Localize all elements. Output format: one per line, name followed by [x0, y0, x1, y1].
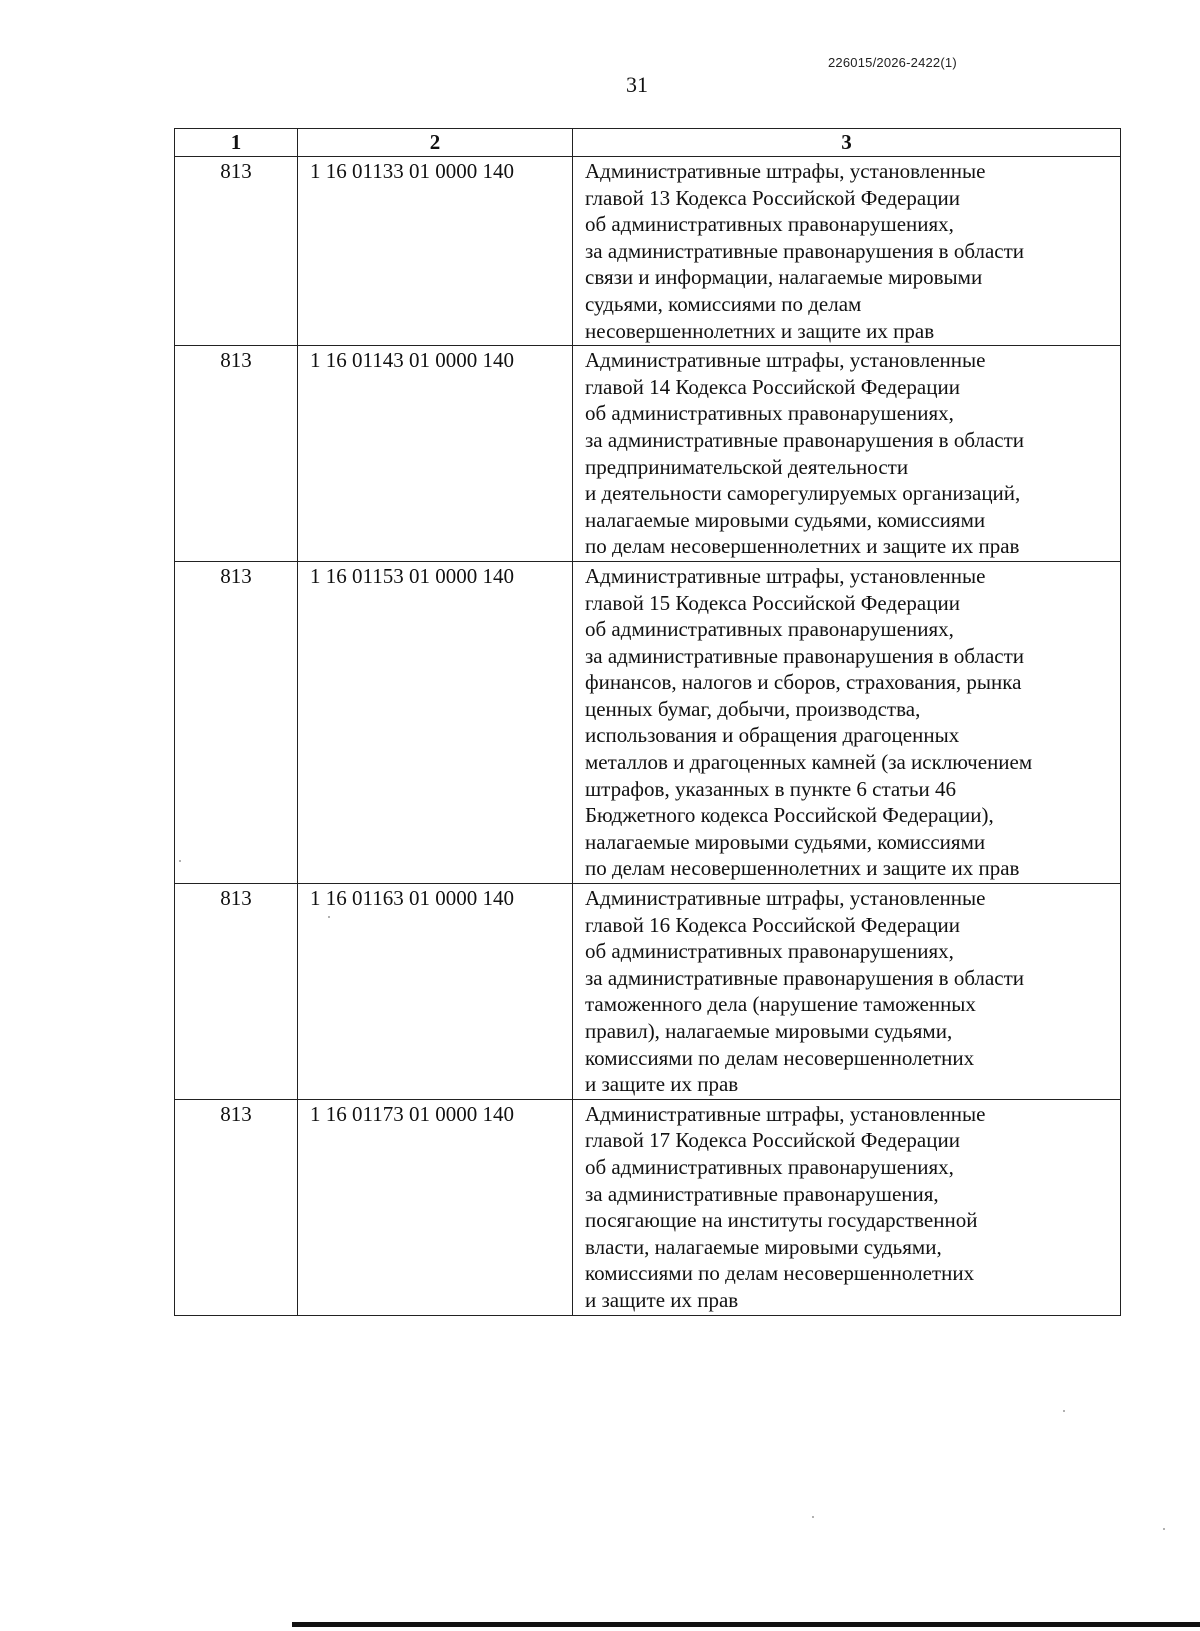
description-line: налагаемые мировыми судьями, комиссиями [585, 829, 986, 854]
column-header-3: 3 [573, 129, 1121, 157]
table-row [175, 561, 1121, 883]
description-line: главой 15 Кодекса Российской Федерации [585, 590, 960, 615]
description-cell [573, 1099, 1121, 1315]
table-row [175, 346, 1121, 562]
budget-code-cell: 1 16 01163 01 0000 140 [298, 884, 573, 1100]
description-line: главой 17 Кодекса Российской Федерации [585, 1128, 960, 1153]
column-header-1: 1 [175, 129, 298, 157]
description-line: Бюджетного кодекса Российской Федерации), [585, 803, 994, 828]
description-cell [573, 884, 1121, 1100]
admin-code-cell: 813 [175, 346, 298, 562]
table-header-row [175, 129, 1121, 157]
budget-code-cell: 1 16 01153 01 0000 140 [298, 561, 573, 883]
description-line: Административные штрафы, установленные [585, 563, 986, 588]
admin-code-cell: 813 [175, 157, 298, 346]
description-line: предпринимательской деятельности [585, 454, 909, 479]
description-line: комиссиями по делам несовершеннолетних [585, 1045, 975, 1070]
description-line: за административные правонарушения в области [585, 965, 1025, 990]
description-cell [573, 561, 1121, 883]
description-line: использования и обращения драгоценных [585, 723, 960, 748]
description-line: за административные правонарушения в области [585, 643, 1025, 668]
description-line: об административных правонарушениях, [585, 1154, 954, 1179]
description-line: и деятельности саморегулируемых организаций, [585, 481, 1021, 506]
description-line: судьями, комиссиями по делам [585, 291, 862, 316]
admin-code-cell: 813 [175, 1099, 298, 1315]
description-line: посягающие на институты государственной [585, 1208, 978, 1233]
description-line: металлов и драгоценных камней (за исключением [585, 750, 1033, 775]
table-row [175, 1099, 1121, 1315]
page-number: 31 [626, 72, 648, 97]
budget-code-cell: 1 16 01143 01 0000 140 [298, 346, 573, 562]
description-line: об административных правонарушениях, [585, 212, 954, 237]
description-line: по делам несовершеннолетних и защите их прав [585, 534, 1020, 559]
description-line: за административные правонарушения, [585, 1181, 939, 1206]
table-body [175, 157, 1121, 1316]
revenue-codes-table [174, 128, 1121, 1316]
admin-code-cell: 813 [175, 561, 298, 883]
table-row [175, 157, 1121, 346]
description-line: и защите их прав [585, 1287, 739, 1312]
description-line: Административные штрафы, установленные [585, 886, 986, 911]
admin-code-cell: 813 [175, 884, 298, 1100]
description-line: главой 14 Кодекса Российской Федерации [585, 374, 960, 399]
description-line: главой 13 Кодекса Российской Федерации [585, 185, 960, 210]
description-line: правил), налагаемые мировыми судьями, [585, 1019, 953, 1043]
description-cell [573, 157, 1121, 346]
description-line: власти, налагаемые мировыми судьями, [585, 1234, 942, 1259]
scan-speck [179, 860, 181, 862]
description-line: связи и информации, налагаемые мировыми [585, 265, 983, 290]
description-line: комиссиями по делам несовершеннолетних [585, 1261, 975, 1286]
description-line: главой 16 Кодекса Российской Федерации [585, 912, 960, 937]
budget-code-cell: 1 16 01173 01 0000 140 [298, 1099, 573, 1315]
description-line: несовершеннолетних и защите их прав [585, 318, 935, 343]
description-line: таможенного дела (нарушение таможенных [585, 992, 976, 1017]
budget-code-cell: 1 16 01133 01 0000 140 [298, 157, 573, 346]
scan-bottom-edge [292, 1622, 1200, 1627]
description-line: ценных бумаг, добычи, производства, [585, 696, 921, 721]
description-line: за административные правонарушения в области [585, 238, 1025, 263]
scan-speck [1063, 1410, 1065, 1412]
description-line: налагаемые мировыми судьями, комиссиями [585, 507, 986, 532]
description-line: за административные правонарушения в области [585, 427, 1025, 452]
description-line: об административных правонарушениях, [585, 401, 954, 426]
description-line: финансов, налогов и сборов, страхования, рынка [585, 670, 1022, 695]
scan-speck [328, 916, 330, 918]
scan-speck [1163, 1528, 1165, 1530]
description-line: об административных правонарушениях, [585, 939, 954, 964]
table-row [175, 884, 1121, 1100]
description-line: Административные штрафы, установленные [585, 159, 986, 183]
scan-speck [812, 1516, 814, 1518]
description-line: об административных правонарушениях, [585, 617, 954, 642]
document-id: 226015/2026-2422(1) [828, 55, 957, 70]
column-header-2: 2 [298, 129, 573, 157]
description-line: штрафов, указанных в пункте 6 статьи 46 [585, 776, 956, 801]
description-line: по делам несовершеннолетних и защите их прав [585, 856, 1020, 881]
description-cell [573, 346, 1121, 562]
description-line: и защите их прав [585, 1072, 739, 1097]
description-line: Административные штрафы, установленные [585, 1101, 986, 1126]
description-line: Административные штрафы, установленные [585, 348, 986, 373]
